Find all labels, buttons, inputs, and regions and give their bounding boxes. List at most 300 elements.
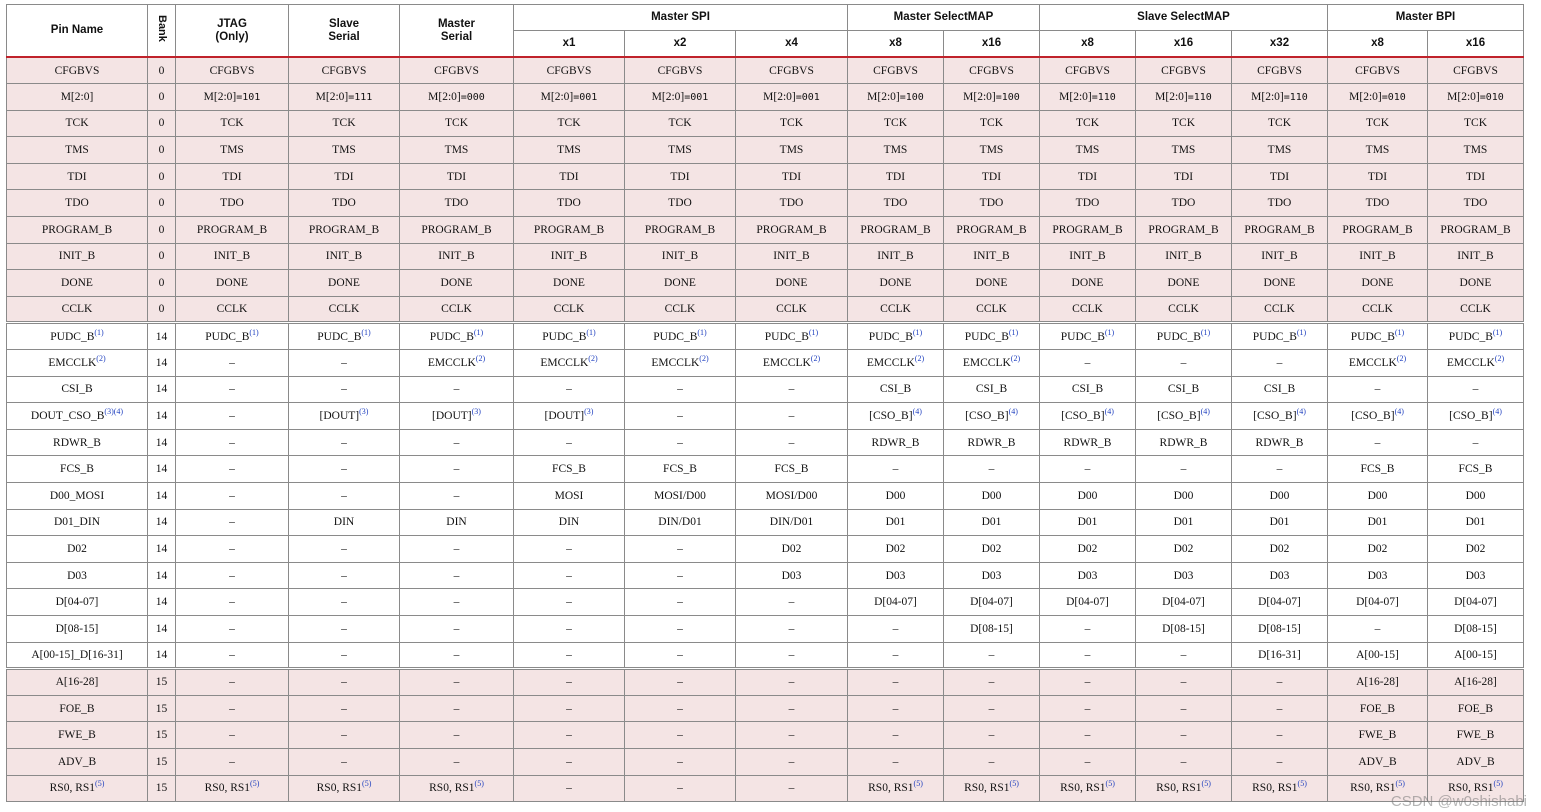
table-row (7, 163, 1524, 190)
cell-text: DOUT_CSO_B (30, 410, 105, 423)
mode-cell: – (625, 615, 736, 642)
mode-cell: – (1040, 350, 1136, 377)
mode-cell: RDWR_B (1232, 429, 1328, 456)
mode-cell: INIT_B (625, 243, 736, 270)
mode-cell: MOSI/D00 (625, 483, 736, 510)
mode-cell: D01 (1040, 509, 1136, 536)
mode-cell: – (1136, 669, 1232, 696)
mode-cell: TCK (1428, 110, 1524, 137)
mode-pin-label: M[2:0] (963, 90, 996, 103)
footnote-marker: (2) (914, 354, 925, 363)
mode-cell (1428, 350, 1524, 377)
mode-cell: – (1232, 669, 1328, 696)
footnote-marker: (5) (1395, 779, 1405, 789)
mode-cell: – (1232, 456, 1328, 483)
mode-cell: D02 (1328, 536, 1428, 563)
bank-cell: 15 (148, 775, 176, 802)
mode-cell: DONE (848, 270, 944, 297)
mode-cell: D[08-15] (1136, 615, 1232, 642)
mode-cell: DONE (1328, 270, 1428, 297)
mode-cell (1328, 775, 1428, 802)
mode-cell (400, 323, 514, 350)
pin-name-cell: D[08-15] (7, 615, 148, 642)
mode-cell: D[08-15] (1232, 615, 1328, 642)
header-bank (148, 5, 176, 58)
table-row (7, 456, 1524, 483)
footnote-marker: (1) (912, 327, 923, 337)
mode-cell (1328, 84, 1428, 111)
mode-cell (289, 323, 400, 350)
footnote-marker: (4) (1394, 407, 1404, 417)
mode-cell: CSI_B (1136, 376, 1232, 403)
mode-cell (1232, 403, 1328, 430)
mode-cell: TDI (1040, 163, 1136, 190)
mode-cell: – (625, 536, 736, 563)
mode-cell: D01 (1428, 509, 1524, 536)
mode-cell: – (400, 536, 514, 563)
header-master-serial-line2: Serial (440, 30, 473, 43)
bank-cell: 0 (148, 110, 176, 137)
mode-cell: D[04-07] (1428, 589, 1524, 616)
mode-cell: D[04-07] (1328, 589, 1428, 616)
cell-text: PUDC_B (50, 330, 95, 343)
table-row (7, 270, 1524, 297)
mode-cell (944, 403, 1040, 430)
mode-cell (1428, 84, 1524, 111)
footnote-marker: (2) (1494, 354, 1505, 363)
mode-cell: CCLK (625, 296, 736, 323)
mode-cell (1040, 403, 1136, 430)
table-row (7, 57, 1524, 84)
footnote-marker: (5) (1297, 779, 1307, 789)
mode-cell: CCLK (848, 296, 944, 323)
mode-cell: TDO (1232, 190, 1328, 217)
mode-cell: TMS (1428, 137, 1524, 164)
mode-cell: CCLK (176, 296, 289, 323)
cell-text: EMCCLK (540, 356, 589, 369)
mode-cell: – (1428, 429, 1524, 456)
mode-cell (848, 775, 944, 802)
footnote-marker: (4) (912, 407, 922, 417)
cell-text: PUDC_B (542, 330, 587, 343)
mode-cell: D00 (1232, 483, 1328, 510)
bank-cell: 14 (148, 642, 176, 669)
mode-cell: – (1328, 429, 1428, 456)
mode-cell: – (625, 376, 736, 403)
footnote-marker: (5) (1493, 779, 1503, 789)
mode-cell: – (176, 376, 289, 403)
mode-cell: – (625, 695, 736, 722)
table-row (7, 243, 1524, 270)
mode-cell (1136, 775, 1232, 802)
mode-cell: PROGRAM_B (1328, 217, 1428, 244)
mode-cell: – (625, 775, 736, 802)
mode-cell: INIT_B (1040, 243, 1136, 270)
bank-cell: 15 (148, 669, 176, 696)
mode-value: =111 (348, 91, 373, 103)
mode-cell: – (848, 748, 944, 775)
footnote-marker: (2) (1396, 354, 1407, 363)
mode-cell: – (514, 562, 625, 589)
mode-cell (848, 350, 944, 377)
pin-name-cell: D01_DIN (7, 509, 148, 536)
mode-cell: RDWR_B (1040, 429, 1136, 456)
mode-cell (1232, 84, 1328, 111)
mode-cell: TCK (625, 110, 736, 137)
mode-cell: D01 (848, 509, 944, 536)
mode-cell (625, 323, 736, 350)
pin-name-cell: PROGRAM_B (7, 217, 148, 244)
mode-cell (176, 84, 289, 111)
mode-cell: – (514, 722, 625, 749)
mode-cell: CFGBVS (736, 57, 848, 84)
table-row (7, 483, 1524, 510)
mode-cell: CFGBVS (848, 57, 944, 84)
mode-cell (400, 84, 514, 111)
mode-cell: TDO (1040, 190, 1136, 217)
mode-cell: – (736, 642, 848, 669)
footnote-marker: (4) (1296, 407, 1306, 417)
bank-cell: 14 (148, 323, 176, 350)
header-width: x16 (1136, 31, 1232, 58)
mode-cell: TDI (1136, 163, 1232, 190)
mode-cell: TCK (1328, 110, 1428, 137)
cell-text: [CSO_B] (1061, 410, 1105, 423)
mode-cell (400, 350, 514, 377)
mode-cell: D01 (1328, 509, 1428, 536)
mode-cell: – (944, 669, 1040, 696)
mode-cell: – (625, 403, 736, 430)
mode-cell: TDO (289, 190, 400, 217)
cell-text: PUDC_B (1156, 330, 1201, 343)
mode-cell: – (848, 642, 944, 669)
mode-cell: TMS (944, 137, 1040, 164)
mode-cell: – (400, 562, 514, 589)
mode-cell: CCLK (514, 296, 625, 323)
mode-cell (848, 84, 944, 111)
table-row (7, 217, 1524, 244)
mode-cell: – (289, 562, 400, 589)
mode-cell: D03 (1232, 562, 1328, 589)
mode-cell: INIT_B (736, 243, 848, 270)
mode-cell: – (1328, 615, 1428, 642)
table-row (7, 536, 1524, 563)
footnote-marker: (3) (471, 407, 481, 417)
mode-cell: – (944, 456, 1040, 483)
mode-cell (736, 350, 848, 377)
mode-pin-label: M[2:0] (763, 90, 796, 103)
footnote-marker: (5) (250, 779, 260, 789)
mode-cell: TDI (1328, 163, 1428, 190)
mode-cell: – (176, 483, 289, 510)
table-row (7, 589, 1524, 616)
mode-cell: – (176, 748, 289, 775)
mode-value: =000 (460, 91, 485, 103)
mode-cell: INIT_B (1232, 243, 1328, 270)
cell-text: EMCCLK (762, 356, 811, 369)
mode-cell: DONE (1428, 270, 1524, 297)
mode-cell: FOE_B (1328, 695, 1428, 722)
mode-cell (1232, 323, 1328, 350)
table-row (7, 615, 1524, 642)
mode-cell: TDO (400, 190, 514, 217)
footnote-marker: (4) (1104, 407, 1114, 417)
mode-cell: D[04-07] (1136, 589, 1232, 616)
mode-cell: TMS (1328, 137, 1428, 164)
mode-cell: D01 (1232, 509, 1328, 536)
cell-text: [DOUT] (544, 410, 585, 423)
cell-text: EMCCLK (1348, 356, 1397, 369)
mode-cell: FCS_B (736, 456, 848, 483)
mode-cell (944, 323, 1040, 350)
mode-cell: TMS (1136, 137, 1232, 164)
footnote-marker: (1) (1492, 327, 1503, 337)
mode-cell: – (848, 722, 944, 749)
mode-pin-label: M[2:0] (651, 90, 685, 103)
mode-cell: PROGRAM_B (1232, 217, 1328, 244)
bank-cell: 0 (148, 57, 176, 84)
pin-name-cell: TDO (7, 190, 148, 217)
mode-cell: – (1040, 748, 1136, 775)
bank-cell: 0 (148, 296, 176, 323)
mode-cell: D[08-15] (944, 615, 1040, 642)
table-row (7, 84, 1524, 111)
footnote-marker: (4) (1200, 407, 1210, 417)
mode-cell: – (289, 589, 400, 616)
mode-cell: – (514, 615, 625, 642)
mode-cell (1428, 323, 1524, 350)
table-row (7, 562, 1524, 589)
mode-cell: PROGRAM_B (176, 217, 289, 244)
bank-cell: 0 (148, 190, 176, 217)
mode-cell: – (514, 695, 625, 722)
pin-configuration-table (6, 4, 1524, 802)
mode-cell: TMS (400, 137, 514, 164)
mode-cell (514, 84, 625, 111)
bank-cell: 0 (148, 243, 176, 270)
mode-cell: MOSI (514, 483, 625, 510)
mode-cell: DIN/D01 (736, 509, 848, 536)
mode-cell: TMS (176, 137, 289, 164)
cell-text: [CSO_B] (1449, 410, 1493, 423)
mode-cell: D[16-31] (1232, 642, 1328, 669)
mode-cell: D01 (1136, 509, 1232, 536)
mode-pin-label: M[2:0] (1059, 90, 1092, 103)
cell-text: PUDC_B (1448, 330, 1493, 343)
mode-cell: – (1232, 748, 1328, 775)
mode-cell: PROGRAM_B (1136, 217, 1232, 244)
mode-cell (400, 775, 514, 802)
mode-cell: – (1428, 376, 1524, 403)
mode-cell (1040, 323, 1136, 350)
mode-cell: CSI_B (944, 376, 1040, 403)
pin-name-cell (7, 323, 148, 350)
mode-cell (1328, 350, 1428, 377)
bank-cell: 14 (148, 589, 176, 616)
mode-cell: TCK (514, 110, 625, 137)
mode-cell: D03 (1428, 562, 1524, 589)
mode-cell: – (1232, 350, 1328, 377)
header-width: x16 (944, 31, 1040, 58)
pin-name-cell: A[16-28] (7, 669, 148, 696)
mode-pin-label: M[2:0] (1251, 90, 1284, 103)
mode-cell: – (514, 429, 625, 456)
mode-cell: CCLK (736, 296, 848, 323)
mode-cell (514, 403, 625, 430)
header-slave-selectmap: Slave SelectMAP (1040, 5, 1328, 31)
bank-cell: 14 (148, 429, 176, 456)
mode-cell: CFGBVS (1428, 57, 1524, 84)
pin-name-cell: D02 (7, 536, 148, 563)
header-slave-serial (289, 5, 400, 58)
mode-cell: CFGBVS (1232, 57, 1328, 84)
mode-cell: D00 (944, 483, 1040, 510)
mode-cell (400, 403, 514, 430)
header-jtag-line1: JTAG (217, 17, 247, 30)
mode-cell: INIT_B (848, 243, 944, 270)
cell-text: [CSO_B] (1253, 410, 1297, 423)
header-master-spi: Master SPI (514, 5, 848, 31)
mode-cell: TDI (289, 163, 400, 190)
mode-cell: – (176, 669, 289, 696)
mode-cell: – (514, 376, 625, 403)
mode-cell: – (176, 509, 289, 536)
mode-cell: – (625, 642, 736, 669)
cell-text: RS0, RS1 (1060, 782, 1106, 795)
mode-cell: TDO (176, 190, 289, 217)
mode-cell: A[16-28] (1428, 669, 1524, 696)
mode-cell: D00 (1428, 483, 1524, 510)
mode-cell (1328, 323, 1428, 350)
mode-cell: – (625, 562, 736, 589)
mode-cell: CCLK (1232, 296, 1328, 323)
mode-cell: – (944, 722, 1040, 749)
mode-cell: PROGRAM_B (944, 217, 1040, 244)
mode-pin-label: M[2:0] (315, 90, 349, 103)
mode-cell: D03 (1136, 562, 1232, 589)
header-width: x8 (1328, 31, 1428, 58)
mode-cell: DONE (514, 270, 625, 297)
mode-cell: – (400, 695, 514, 722)
table-row (7, 695, 1524, 722)
header-bank-label: Bank (156, 15, 168, 42)
mode-cell: D03 (848, 562, 944, 589)
bank-cell: 14 (148, 456, 176, 483)
bank-cell: 15 (148, 722, 176, 749)
mode-cell: PROGRAM_B (1428, 217, 1524, 244)
cell-text: RS0, RS1 (316, 782, 363, 795)
mode-cell: – (176, 403, 289, 430)
mode-cell: FCS_B (514, 456, 625, 483)
table-row (7, 722, 1524, 749)
mode-cell (1136, 84, 1232, 111)
mode-cell: – (1328, 376, 1428, 403)
mode-cell: – (848, 615, 944, 642)
header-jtag-line2: (Only) (215, 30, 249, 43)
bank-cell: 0 (148, 137, 176, 164)
pin-name-cell: A[00-15]_D[16-31] (7, 642, 148, 669)
bank-cell: 14 (148, 403, 176, 430)
footnote-marker: (1) (808, 327, 819, 337)
mode-cell: DONE (176, 270, 289, 297)
bank-cell: 0 (148, 163, 176, 190)
cell-text: RS0, RS1 (1156, 782, 1202, 795)
table-row (7, 350, 1524, 377)
pin-name-cell: CSI_B (7, 376, 148, 403)
cell-text: RS0, RS1 (49, 782, 96, 795)
mode-cell: FWE_B (1328, 722, 1428, 749)
mode-cell: TDI (625, 163, 736, 190)
mode-cell: – (1040, 456, 1136, 483)
mode-cell: TDO (1328, 190, 1428, 217)
mode-cell: D00 (1136, 483, 1232, 510)
footnote-marker: (2) (588, 354, 598, 363)
table-row (7, 775, 1524, 802)
mode-pin-label: M[2:0] (1447, 90, 1480, 103)
mode-value: =010 (1479, 91, 1504, 103)
mode-cell: CCLK (1428, 296, 1524, 323)
mode-cell: D02 (1040, 536, 1136, 563)
mode-cell: TDO (1136, 190, 1232, 217)
mode-cell: INIT_B (289, 243, 400, 270)
mode-cell (1040, 84, 1136, 111)
mode-cell: TMS (289, 137, 400, 164)
mode-cell: – (400, 483, 514, 510)
mode-cell: PROGRAM_B (289, 217, 400, 244)
pin-name-cell: M[2:0] (7, 84, 148, 111)
mode-cell: – (625, 748, 736, 775)
mode-cell: – (625, 429, 736, 456)
table-row (7, 137, 1524, 164)
mode-cell: – (176, 562, 289, 589)
mode-cell: TMS (625, 137, 736, 164)
mode-value: =100 (995, 91, 1020, 103)
mode-cell: DONE (736, 270, 848, 297)
footnote-marker: (2) (810, 354, 821, 363)
mode-cell (1136, 403, 1232, 430)
mode-cell: DONE (625, 270, 736, 297)
mode-cell: ADV_B (1328, 748, 1428, 775)
mode-cell: D03 (944, 562, 1040, 589)
mode-cell: D02 (848, 536, 944, 563)
mode-cell: D00 (1040, 483, 1136, 510)
mode-cell: INIT_B (1328, 243, 1428, 270)
table-row (7, 669, 1524, 696)
table-row (7, 509, 1524, 536)
table-row (7, 190, 1524, 217)
mode-cell: – (176, 536, 289, 563)
pin-name-cell: D03 (7, 562, 148, 589)
mode-cell: D03 (1040, 562, 1136, 589)
mode-cell: TDO (514, 190, 625, 217)
footnote-marker: (2) (699, 354, 709, 363)
mode-cell: TDI (848, 163, 944, 190)
mode-cell: RDWR_B (1136, 429, 1232, 456)
footnote-marker: (1) (1104, 327, 1115, 337)
mode-value: =010 (1381, 91, 1406, 103)
mode-cell: DIN (400, 509, 514, 536)
pin-name-cell: RDWR_B (7, 429, 148, 456)
mode-cell (944, 84, 1040, 111)
footnote-marker: (3)(4) (104, 407, 124, 417)
pin-name-cell: TMS (7, 137, 148, 164)
table-header (7, 5, 1524, 58)
mode-cell: FCS_B (1428, 456, 1524, 483)
mode-cell: TMS (1040, 137, 1136, 164)
mode-cell: TDI (176, 163, 289, 190)
mode-cell: – (400, 429, 514, 456)
footnote-marker: (1) (361, 327, 371, 337)
